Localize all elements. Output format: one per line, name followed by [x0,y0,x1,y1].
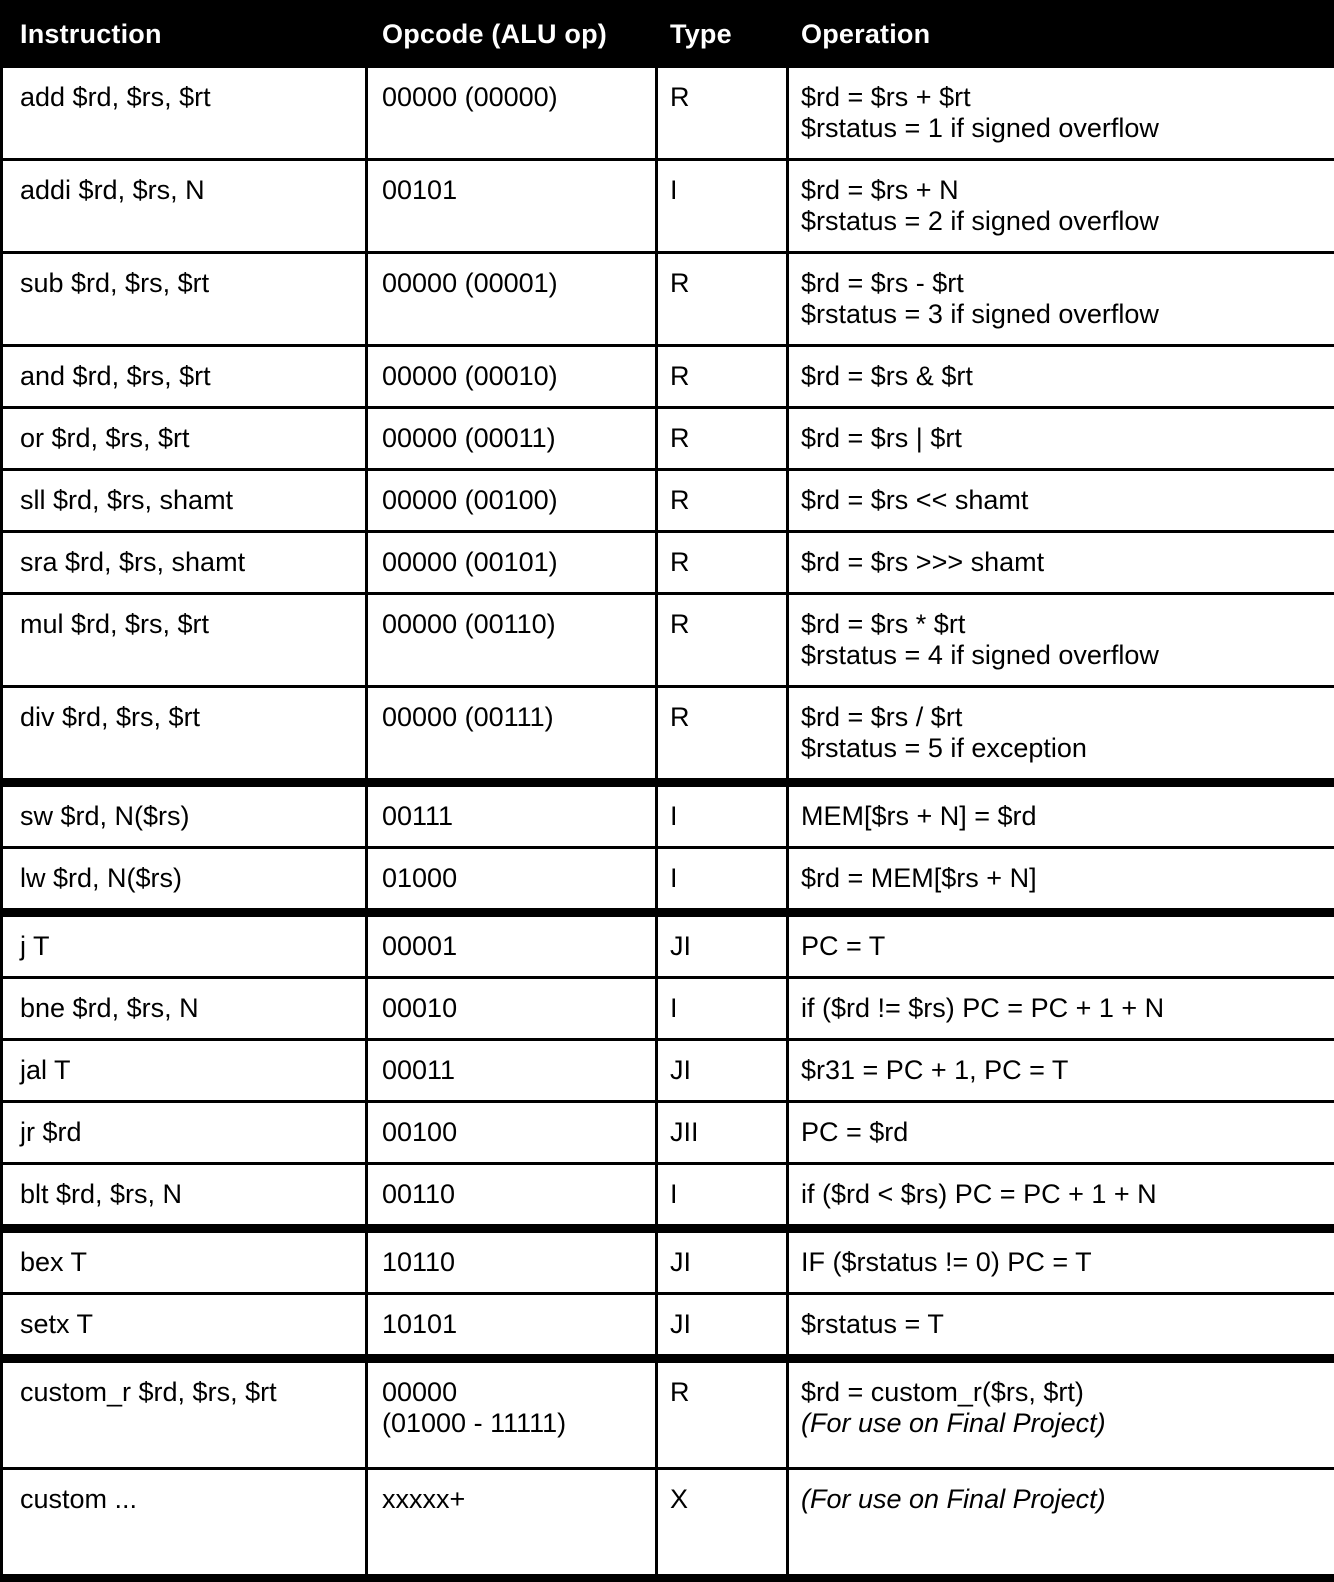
table-row [2,532,1334,594]
type-cell: JI [657,1040,788,1102]
type-cell: R [657,594,788,687]
operation-line: $rd = $rs & $rt [801,361,1322,392]
instruction-cell: or $rd, $rs, $rt [2,408,367,470]
instruction-cell: lw $rd, N($rs) [2,848,367,913]
opcode-cell [367,1229,657,1294]
instruction-cell: jr $rd [2,1102,367,1164]
type-cell: I [657,1164,788,1229]
table-row [2,913,1334,978]
type-cell: I [657,783,788,848]
table-row [2,408,1334,470]
table-row [2,1040,1334,1102]
operation-cell [788,1102,1334,1164]
operation-line: (For use on Final Project) [801,1484,1322,1515]
operation-line: MEM[$rs + N] = $rd [801,801,1322,832]
opcode-cell [367,532,657,594]
instruction-cell: jal T [2,1040,367,1102]
opcode-line: 00001 [382,931,643,962]
type-cell: JII [657,1102,788,1164]
table-row [2,978,1334,1040]
operation-cell [788,594,1334,687]
instruction-cell: sll $rd, $rs, shamt [2,470,367,532]
operation-cell [788,1469,1334,1579]
table-row [2,1164,1334,1229]
opcode-line: 00000 (00011) [382,423,643,454]
operation-line: $r31 = PC + 1, PC = T [801,1055,1322,1086]
table-row [2,1294,1334,1359]
operation-cell [788,1040,1334,1102]
operation-cell [788,67,1334,160]
opcode-line: 10110 [382,1247,643,1278]
instruction-cell: bne $rd, $rs, N [2,978,367,1040]
type-cell: R [657,1359,788,1469]
opcode-cell [367,783,657,848]
type-cell: I [657,848,788,913]
opcode-line: 00000 (00101) [382,547,643,578]
opcode-line: 00000 (00000) [382,82,643,113]
opcode-line: 00000 (00111) [382,702,643,733]
instruction-cell: sub $rd, $rs, $rt [2,253,367,346]
operation-line: $rd = $rs >>> shamt [801,547,1322,578]
instruction-cell: custom ... [2,1469,367,1579]
opcode-line: 00011 [382,1055,643,1086]
type-cell: JI [657,1294,788,1359]
opcode-line: xxxxx+ [382,1484,643,1515]
operation-cell [788,978,1334,1040]
operation-cell [788,687,1334,783]
opcode-line: 00101 [382,175,643,206]
opcode-cell [367,1469,657,1579]
opcode-cell [367,687,657,783]
table-row [2,67,1334,160]
opcode-line: 00000 (00100) [382,485,643,516]
operation-line: $rd = MEM[$rs + N] [801,863,1322,894]
type-cell: R [657,67,788,160]
instruction-cell: j T [2,913,367,978]
opcode-line: 00111 [382,801,643,832]
type-cell: I [657,978,788,1040]
operation-cell [788,1294,1334,1359]
instruction-cell: custom_r $rd, $rs, $rt [2,1359,367,1469]
table-row [2,1469,1334,1579]
table-row [2,848,1334,913]
type-cell: JI [657,1229,788,1294]
instruction-cell: bex T [2,1229,367,1294]
operation-line: $rd = $rs - $rt [801,268,1322,299]
operation-cell [788,1229,1334,1294]
table-row [2,594,1334,687]
operation-cell [788,470,1334,532]
table-row [2,783,1334,848]
opcode-cell [367,1102,657,1164]
operation-line: $rd = $rs << shamt [801,485,1322,516]
operation-cell [788,346,1334,408]
opcode-cell [367,1294,657,1359]
opcode-line: 10101 [382,1309,643,1340]
instruction-cell: sw $rd, N($rs) [2,783,367,848]
opcode-line: 00000 (00110) [382,609,643,640]
header-row [2,2,1334,67]
type-cell: JI [657,913,788,978]
instruction-cell: div $rd, $rs, $rt [2,687,367,783]
table-body [2,67,1334,1579]
type-cell: R [657,346,788,408]
opcode-line: 00000 (00001) [382,268,643,299]
opcode-line: 00100 [382,1117,643,1148]
table-row [2,346,1334,408]
instruction-cell: setx T [2,1294,367,1359]
operation-cell [788,160,1334,253]
operation-line: $rstatus = 4 if signed overflow [801,640,1322,671]
operation-line: PC = $rd [801,1117,1322,1148]
opcode-cell [367,470,657,532]
col-header-instruction: Instruction [2,2,367,67]
table-row [2,253,1334,346]
operation-line: $rstatus = 1 if signed overflow [801,113,1322,144]
opcode-cell [367,848,657,913]
opcode-cell [367,408,657,470]
type-cell: R [657,408,788,470]
opcode-cell [367,594,657,687]
opcode-cell [367,913,657,978]
operation-cell [788,1164,1334,1229]
type-cell: R [657,532,788,594]
operation-line: $rd = $rs + N [801,175,1322,206]
opcode-line: 00110 [382,1179,643,1210]
operation-line: $rstatus = 2 if signed overflow [801,206,1322,237]
col-header-opcode: Opcode (ALU op) [367,2,657,67]
instruction-cell: sra $rd, $rs, shamt [2,532,367,594]
operation-line: $rd = $rs / $rt [801,702,1322,733]
col-header-type: Type [657,2,788,67]
operation-cell [788,1359,1334,1469]
instruction-cell: addi $rd, $rs, N [2,160,367,253]
operation-line: (For use on Final Project) [801,1408,1322,1439]
operation-line: $rd = $rs * $rt [801,609,1322,640]
instruction-cell: and $rd, $rs, $rt [2,346,367,408]
type-cell: I [657,160,788,253]
opcode-cell [367,253,657,346]
opcode-line: (01000 - 11111) [382,1408,643,1439]
table-row [2,1359,1334,1469]
opcode-line: 00000 [382,1377,643,1408]
instruction-cell: blt $rd, $rs, N [2,1164,367,1229]
table-row [2,470,1334,532]
opcode-cell [367,1359,657,1469]
operation-line: if ($rd != $rs) PC = PC + 1 + N [801,993,1322,1024]
opcode-cell [367,978,657,1040]
table-row [2,687,1334,783]
type-cell: R [657,470,788,532]
operation-line: $rstatus = 3 if signed overflow [801,299,1322,330]
operation-cell [788,783,1334,848]
instruction-cell: mul $rd, $rs, $rt [2,594,367,687]
type-cell: R [657,253,788,346]
type-cell: X [657,1469,788,1579]
opcode-line: 01000 [382,863,643,894]
opcode-cell [367,67,657,160]
table-row [2,160,1334,253]
operation-line: IF ($rstatus != 0) PC = T [801,1247,1322,1278]
table-row [2,1102,1334,1164]
operation-cell [788,253,1334,346]
opcode-line: 00010 [382,993,643,1024]
opcode-cell [367,1164,657,1229]
operation-cell [788,913,1334,978]
operation-line: $rstatus = T [801,1309,1322,1340]
operation-line: $rstatus = 5 if exception [801,733,1322,764]
opcode-line: 00000 (00010) [382,361,643,392]
operation-line: if ($rd < $rs) PC = PC + 1 + N [801,1179,1322,1210]
opcode-cell [367,160,657,253]
opcode-cell [367,346,657,408]
operation-line: PC = T [801,931,1322,962]
operation-cell [788,408,1334,470]
operation-line: $rd = $rs | $rt [801,423,1322,454]
operation-cell [788,532,1334,594]
operation-line: $rd = custom_r($rs, $rt) [801,1377,1322,1408]
type-cell: R [657,687,788,783]
table-row [2,1229,1334,1294]
col-header-operation: Operation [788,2,1334,67]
opcode-cell [367,1040,657,1102]
operation-cell [788,848,1334,913]
instruction-cell: add $rd, $rs, $rt [2,67,367,160]
operation-line: $rd = $rs + $rt [801,82,1322,113]
